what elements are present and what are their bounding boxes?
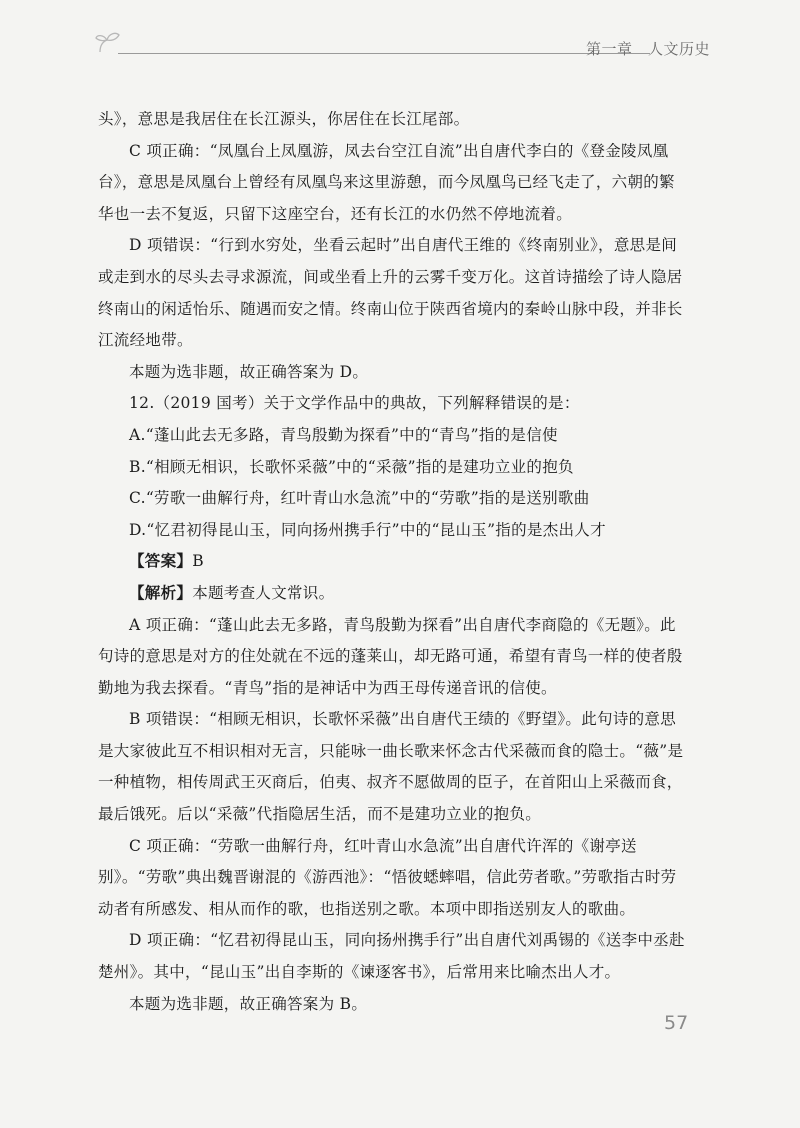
paragraph: 本题为选非题，故正确答案为 B。 (129, 994, 368, 1013)
page-body (98, 104, 688, 1020)
option-b: B.“相顾无相识，长歌怀采薇”中的“采薇”指的是建功立业的抱负 (129, 457, 574, 476)
running-header (92, 28, 710, 68)
option-d: D.“忆君初得昆山玉，同向扬州携手行”中的“昆山玉”指的是杰出人才 (129, 520, 606, 539)
chapter-title: 第一章 人文历史 (585, 40, 710, 58)
paragraph: 头》，意思是我居住在长江源头，你居住在长江尾部。 (98, 110, 470, 128)
question-stem: 12.（2019 国考）关于文学作品中的典故，下列解释错误的是： (129, 394, 580, 413)
analysis-label: 【解析】 (129, 583, 193, 602)
paragraph: D 项错误：“行到水穷处，坐看云起时”出自唐代王维的《终南别业》，意思是间或走到水的尽头去寻求源流，间或坐看上升的云雾千变万化。这首诗描绘了诗人隐居终南山的闲适怡乐、随遇而安之情。终南山位于陕西省境内的秦岭山脉中段，并非长江流经地带。 (98, 236, 683, 350)
paragraph: D 项正确：“忆君初得昆山玉，同向扬州携手行”出自唐代刘禹锡的《送李中丞赴楚州》。其中，“昆山玉”出自李斯的《谏逐客书》，后常用来比喻杰出人才。 (98, 931, 685, 982)
paragraph: A 项正确：“蓬山此去无多路，青鸟殷勤为探看”出自唐代李商隐的《无题》。此句诗的意思是对方的住处就在不远的蓬莱山，却无路可通，希望有青鸟一样的使者殷勤地为我去探看。“青鸟”指的是神话中为西王母传递音讯的信使。 (98, 615, 683, 697)
option-c: C.“劳歌一曲解行舟，红叶青山水急流”中的“劳歌”指的是送别歌曲 (129, 489, 590, 508)
answer-line (98, 546, 688, 578)
option-a: A.“蓬山此去无多路，青鸟殷勤为探看”中的“青鸟”指的是信使 (129, 425, 558, 444)
answer-label: 【答案】 (129, 552, 193, 571)
analysis-value: 本题考查人文常识。 (192, 583, 335, 602)
page-number: 57 (664, 1012, 689, 1034)
paragraph: C 项正确：“劳歌一曲解行舟，红叶青山水急流”出自唐代许浑的《谢亭送别》。“劳歌”典出魏晋谢混的《游西池》：“悟彼蟋蟀唱，信此劳者歌。”劳歌指古时劳动者有所感发、相从而作的歌，也指送别之歌。本项中即指送别友人的歌曲。 (98, 836, 677, 918)
header-rule (118, 53, 650, 54)
answer-value: B (192, 552, 204, 571)
paragraph: 本题为选非题，故正确答案为 D。 (129, 362, 369, 381)
paragraph: C 项正确：“凤凰台上凤凰游，凤去台空江自流”出自唐代李白的《登金陵凤凰台》，意思是凤凰台上曾经有凤凰鸟来这里游憩，而今凤凰鸟已经飞走了，六朝的繁华也一去不复返，只留下这座空台，还有长江的水仍然不停地流着。 (98, 141, 675, 223)
analysis-line (98, 578, 688, 610)
paragraph: B 项错误：“相顾无相识，长歌怀采薇”出自唐代王绩的《野望》。此句诗的意思是大家彼此互不相识相对无言，只能咏一曲长歌来怀念古代采薇而食的隐士。“薇”是一种植物，相传周武王灭商后，伯夷、叔齐不愿做周的臣子，在首阳山上采薇而食，最后饿死。后以“采薇”代指隐居生活，而不是建功立业的抱负。 (98, 710, 684, 824)
